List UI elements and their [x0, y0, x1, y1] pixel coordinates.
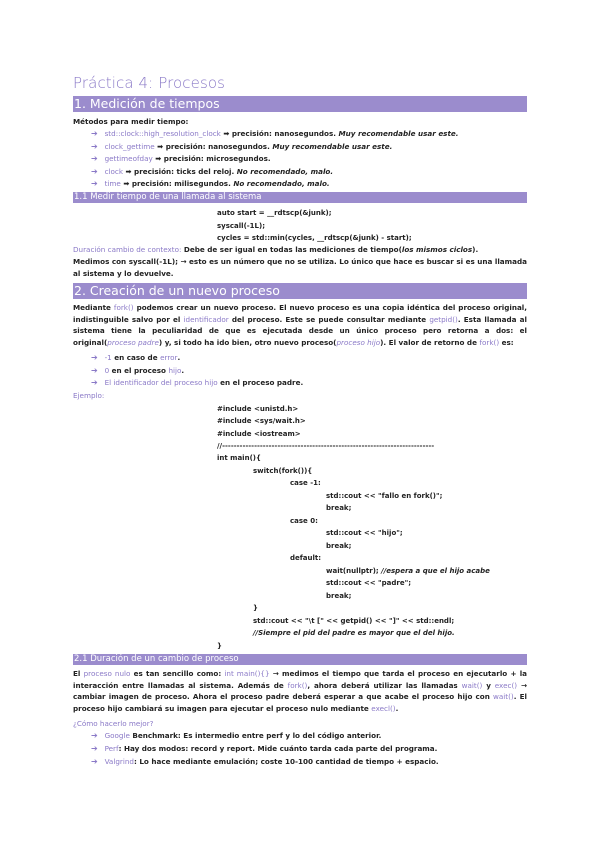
arrow-icon: ➔: [91, 757, 98, 766]
code-comment: //Siempre el pid del padre es mayor que el del hijo.: [253, 629, 455, 637]
subsection-heading-2-1: 2.1 Duración de un cambio de proceso: [73, 654, 527, 665]
code-line: std::cout << "\t [" << getpid() << "]" << std::endl;: [253, 617, 455, 625]
code-line: //-------------------------------------------------------------------------: [217, 442, 435, 450]
return-item: ➔ El identificador del proceso hijo en el proceso padre.: [91, 378, 304, 387]
arrow-icon: ➔: [91, 167, 98, 176]
code-line: #include <sys/wait.h>: [217, 417, 306, 425]
method-item: ➔ clock_gettime ➡ precisión: nanosegundos. Muy recomendable usar este.: [91, 142, 393, 151]
code-line: break;: [326, 542, 352, 550]
arrow-icon: ➔: [91, 142, 98, 151]
section-heading-2: 2. Creación de un nuevo proceso: [73, 283, 527, 299]
code-line: std::cout << "fallo en fork()";: [326, 492, 443, 500]
section-heading-1: 1. Medición de tiempos: [73, 96, 527, 112]
code-line: break;: [326, 504, 352, 512]
arrow-icon: ➔: [91, 179, 98, 188]
syscall-paragraph: Medimos con syscall(-1L); → esto es un número que no se utiliza. Lo único que hace es buscar si es una llamada al sistema y lo devuelve.: [73, 257, 527, 278]
page-title: Práctica 4: Procesos: [73, 74, 226, 92]
arrow-icon: ➔: [91, 353, 98, 362]
code-line: #include <iostream>: [217, 430, 301, 438]
code-line: break;: [326, 592, 352, 600]
code-line: }: [253, 604, 258, 612]
method-item: ➔ gettimeofday ➡ precisión: microsegundos.: [91, 154, 271, 163]
method-item: ➔ time ➡ precisión: milisegundos. No recomendado, malo.: [91, 179, 330, 188]
code-line: switch(fork()){: [253, 467, 313, 475]
arrow-icon: ➔: [91, 378, 98, 387]
code-line: #include <unistd.h>: [217, 405, 299, 413]
arrow-icon: ➔: [91, 731, 98, 740]
null-process-paragraph: El proceso nulo es tan sencillo como: int main(){} → medimos el tiempo que tarda el proceso en ejecutarlo + la interacción entre llamadas al sistema. Además de fork(), ahora deberá utilizar las llamadas wait() y exec() → cambiar imagen de proceso. Ahora el proceso padre deberá esperar a que acabe el proceso hijo con wait(). El proceso hijo cambiará su imagen para ejecutar el proceso nulo mediante execl().: [73, 669, 528, 713]
arrow-icon: ➔: [91, 154, 98, 163]
code-line: cycles = std::min(cycles, __rdtscp(&junk) - start);: [217, 234, 412, 242]
code-line: syscall(-1L);: [217, 222, 266, 230]
code-line: auto start = __rdtscp(&junk);: [217, 209, 332, 217]
duration-line: Duración cambio de contexto: Debe de ser igual en todas las mediciones de tiempo(los mismos ciclos).: [73, 245, 479, 254]
tool-item: ➔ Perf: Hay dos modos: record y report. Mide cuánto tarda cada parte del programa.: [91, 744, 438, 753]
methods-label: Métodos para medir tiempo:: [73, 117, 189, 126]
code-line: case 0:: [290, 517, 318, 525]
example-label: Ejemplo:: [73, 391, 105, 400]
question-label: ¿Cómo hacerlo mejor?: [73, 719, 154, 728]
code-line: default:: [290, 554, 322, 562]
code-line: std::cout << "hijo";: [326, 529, 403, 537]
fork-paragraph: Mediante fork() podemos crear un nuevo proceso. El nuevo proceso es una copia idéntica del proceso original, indistinguible salvo por el identificador del proceso. Este se puede consultar mediante getpid(). Esta llamada al sistema tiene la peculiaridad de que es ejecutada desde un único proceso pero retorna a dos: el original(proceso padre) y, si todo ha ido bien, otro nuevo proceso(proceso hijo). El valor de retorno de fork() es:: [73, 303, 527, 347]
arrow-icon: ➔: [91, 366, 98, 375]
arrow-icon: ➔: [91, 129, 98, 138]
method-item: ➔ std::clock::high_resolution_clock ➡ precisión: nanosegundos. Muy recomendable usar este.: [91, 129, 459, 138]
subsection-heading-1-1: 1.1 Medir tiempo de una llamada al sistema: [73, 192, 527, 203]
method-item: ➔ clock ➡ precisión: ticks del reloj. No recomendado, malo.: [91, 167, 334, 176]
tool-item: ➔ Valgrind: Lo hace mediante emulación; coste 10-100 cantidad de tiempo + espacio.: [91, 757, 439, 766]
tool-item: ➔ Google Benchmark: Es intermedio entre perf y lo del código anterior.: [91, 731, 382, 740]
code-line: int main(){: [217, 454, 261, 462]
code-line: }: [217, 642, 222, 650]
arrow-icon: ➔: [91, 744, 98, 753]
code-line: case -1:: [290, 479, 321, 487]
code-line: wait(nullptr); //espera a que el hijo acabe: [326, 567, 490, 575]
return-item: ➔ -1 en caso de error.: [91, 353, 181, 362]
code-line: std::cout << "padre";: [326, 579, 412, 587]
return-item: ➔ 0 en el proceso hijo.: [91, 366, 185, 375]
